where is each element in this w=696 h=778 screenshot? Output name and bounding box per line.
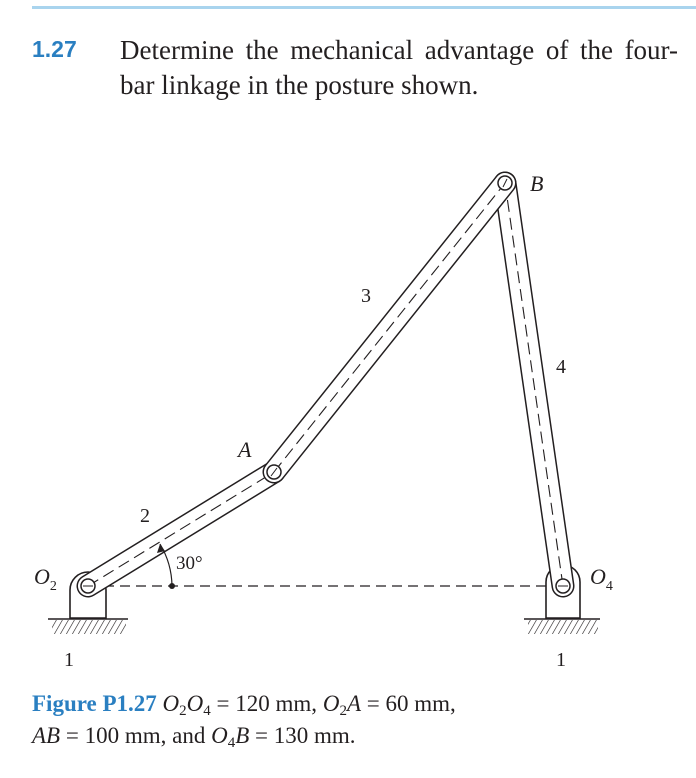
label-angle: 30° [176, 553, 203, 574]
caption-o2o4: = 120 mm, [216, 691, 318, 716]
caption-ab: = 100 mm, and [65, 723, 206, 748]
pin-o2 [81, 579, 95, 593]
label-o2: $O_2$ [34, 564, 57, 594]
pin-o4 [556, 579, 570, 593]
link-3 [274, 183, 505, 472]
link-4 [505, 183, 563, 586]
label-ground-left: 1 [64, 649, 74, 671]
pin-b [498, 176, 512, 190]
caption-o2a: = 60 mm, [366, 691, 456, 716]
label-b: B [530, 171, 544, 196]
label-link-3: 3 [361, 285, 371, 307]
label-o4: $O_4$ [590, 564, 613, 594]
label-link-2: 2 [140, 505, 150, 527]
problem-number: 1.27 [32, 36, 77, 62]
label-link-4: 4 [556, 356, 566, 378]
figure-caption: Figure P1.27 $O_2O_4 = 120$ mm, $O_2A = 60$ mm, AB = 100 mm, and $O_4B = 130$ mm. [32, 691, 456, 751]
caption-o4b: = 130 mm. [255, 723, 356, 748]
label-ground-right: 1 [556, 649, 566, 671]
linkage-figure [0, 150, 696, 680]
label-a: A [238, 437, 252, 462]
pin-a [267, 465, 281, 479]
figure-label: Figure P1.27 [32, 691, 157, 716]
top-rule [32, 6, 696, 9]
problem-statement: Determine the mechanical advantage of the four-bar linkage in the posture shown. [120, 35, 678, 100]
